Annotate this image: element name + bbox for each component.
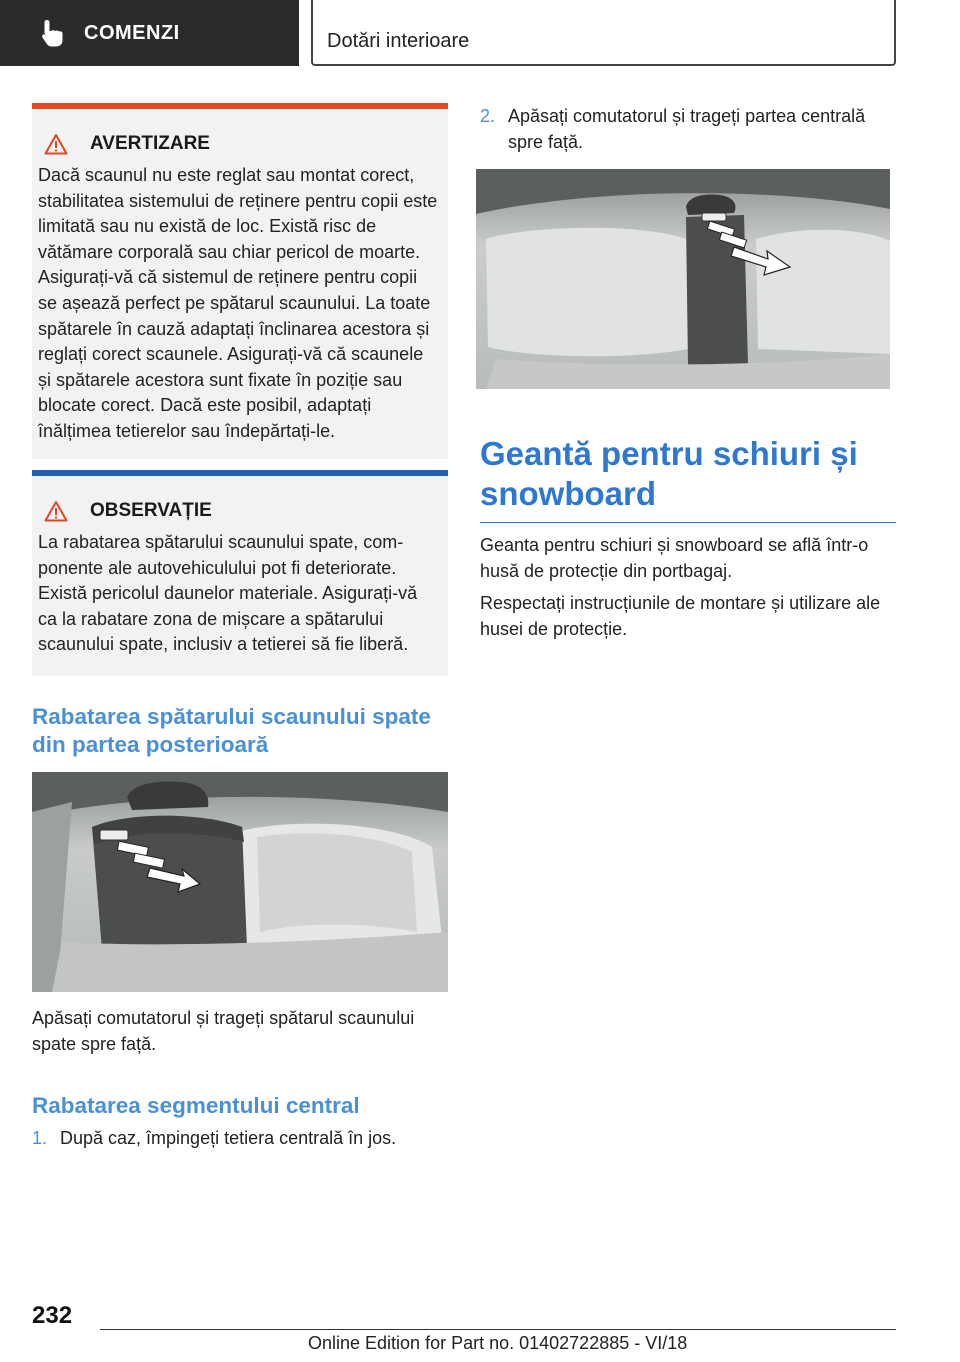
heading-fold-rear: Rabatarea spătarului scaunului spate din partea posterioară (32, 704, 431, 757)
hand-pointer-icon (40, 18, 66, 48)
footer-edition: Online Edition for Part no. 01402722885 - VI/18 (308, 1333, 688, 1353)
heading-ski-bag: Geantă pentru schiuri și snowboard (480, 434, 896, 523)
step-2 (480, 104, 896, 155)
header-tab[interactable] (0, 0, 299, 66)
rear-seat-fold-illustration (32, 772, 448, 992)
header-section (311, 0, 896, 66)
fold-rear-caption: Apăsați comutatorul și trageți spătarul scaunului spate spre față. (32, 1008, 415, 1054)
header-tab-label: COMENZI (84, 21, 180, 44)
note-box (32, 470, 448, 676)
warning-triangle-icon (44, 133, 68, 155)
warning-box (32, 103, 448, 459)
ski-bag-paragraph-2: Respectați instrucțiunile de montare și utilizare ale husei de protecție. (480, 593, 881, 639)
note-title: OBSERVAȚIE (90, 500, 212, 521)
warning-text: Dacă scaunul nu este reglat sau montat corect, stabilitatea sistemului de reținere pentru copii este limitată sau nu există de loc. Există risc de vătămare corporală sau chiar pericol de moarte. Asigurați-vă că sistemul de reținere pentru copii se așează perfect pe spătarul scaunului. La toate spătarele în cauză adaptați înclinarea acestora și reglați corect scaunele. Asigurați-vă că scaunele și spătarele acestora sunt fixate în poziție sau blocate corect. Dacă este posibil, adaptați înălțimea tetierelor sau îndepărtați-le. (38, 165, 438, 441)
warning-title: AVERTIZARE (90, 133, 210, 154)
heading-center-segment: Rabatarea segmentului central (32, 1093, 360, 1118)
step-text: După caz, împingeți tetiera centrală în jos. (60, 1128, 397, 1148)
center-segment-illustration (476, 169, 890, 389)
step-text: Apăsați comutatorul și trageți partea centrală spre față. (508, 106, 866, 152)
ski-bag-paragraph-1: Geanta pentru schiuri și snowboard se află într-o husă de protecție din portbagaj. (480, 535, 869, 581)
step-number: 1. (32, 1128, 48, 1148)
warning-title-row (38, 129, 440, 159)
step-number: 2. (480, 106, 496, 126)
page-number: 232 (32, 1302, 73, 1329)
note-text: La rabatarea spătarului scaunului spate, componente ale autovehiculului pot fi deteriorate. Există pericolul daunelor materiale. Asigurați-vă ca la rabatare zona de mișcare a spătarului scaunului spate, inclusiv a tetierei să fie liberă. (38, 532, 418, 655)
note-title-row (38, 496, 440, 526)
footer-divider (100, 1329, 896, 1330)
warning-triangle-icon (44, 500, 68, 522)
section-title: Dotări interioare (327, 30, 470, 52)
step-1 (32, 1126, 448, 1152)
